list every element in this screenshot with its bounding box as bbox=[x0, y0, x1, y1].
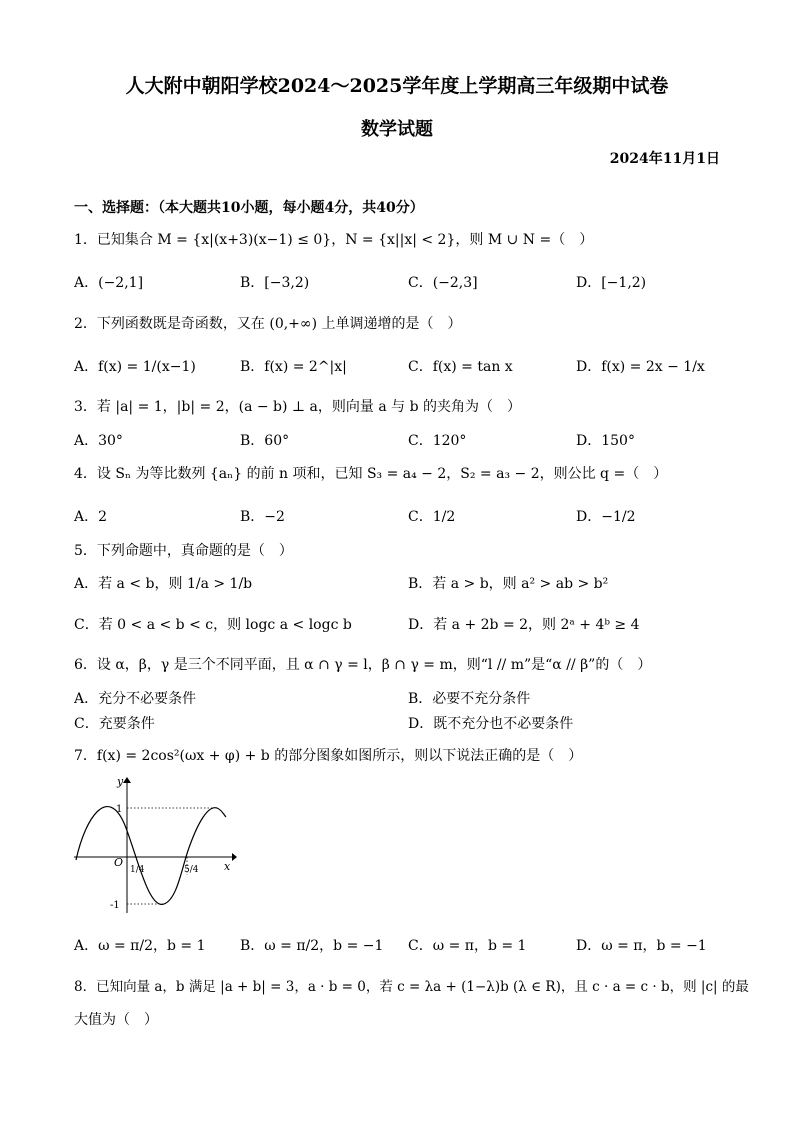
q4-option-c: C．1/2 bbox=[408, 509, 456, 525]
graph-x-tick-2: 5/4 bbox=[184, 865, 199, 875]
q2-option-c: C．f(x) = tan x bbox=[408, 359, 513, 375]
question-4-stem: 4．设 Sₙ 为等比数列 {aₙ} 的前 n 项和，已知 S₃ = a₄ − 2，S₂ = a₃ − 2，则公比 q =（ ） bbox=[74, 466, 668, 482]
q7-option-d: D．ω = π，b = −1 bbox=[576, 938, 707, 954]
q4-option-a: A．2 bbox=[74, 509, 108, 525]
question-1-stem: 1．已知集合 M = {x|(x+3)(x−1) ≤ 0}，N = {x||x| < 2}，则 M ∪ N =（ ） bbox=[74, 232, 594, 248]
q1-option-b: B．[−3,2) bbox=[240, 275, 310, 291]
q2-option-d: D．f(x) = 2x − 1/x bbox=[576, 359, 705, 375]
q7-function-graph bbox=[72, 775, 237, 915]
question-8-stem: 8．已知向量 a，b 满足 |a + b| = 3，a · b = 0，若 c = λa + (1−λ)b (λ ∈ R)，且 c · a = c · b，则 |c| 的最 bbox=[74, 979, 749, 995]
q5-option-b: B．若 a > b，则 a² > ab > b² bbox=[408, 576, 609, 592]
exam-subtitle: 数学试题 bbox=[361, 119, 433, 140]
q3-option-c: C．120° bbox=[408, 433, 467, 449]
section-heading: 一、选择题：（本大题共10小题，每小题4分，共40分） bbox=[74, 200, 424, 216]
question-2-stem: 2．下列函数既是奇函数，又在 (0,+∞) 上单调递增的是（ ） bbox=[74, 316, 462, 332]
question-5-stem: 5．下列命题中，真命题的是（ ） bbox=[74, 543, 293, 559]
exam-date: 2024年11月1日 bbox=[609, 151, 720, 167]
q2-option-b: B．f(x) = 2^|x| bbox=[240, 359, 347, 375]
q6-option-d: D．既不充分也不必要条件 bbox=[408, 716, 574, 732]
q1-option-c: C．(−2,3] bbox=[408, 275, 478, 291]
exam-title: 人大附中朝阳学校2024～2025学年度上学期高三年级期中试卷 bbox=[125, 75, 669, 97]
q3-option-a: A．30° bbox=[74, 433, 123, 449]
graph-y-bottom-label: -1 bbox=[110, 900, 120, 911]
graph-origin-label: O bbox=[114, 856, 124, 869]
q2-option-a: A．f(x) = 1/(x−1) bbox=[74, 359, 196, 375]
q1-option-a: A．(−2,1] bbox=[74, 275, 144, 291]
q7-option-b: B．ω = π/2，b = −1 bbox=[240, 938, 384, 954]
graph-y-label: y bbox=[117, 775, 124, 788]
q4-option-d: D．−1/2 bbox=[576, 509, 636, 525]
q6-option-b: B．必要不充分条件 bbox=[408, 691, 531, 707]
q3-option-b: B．60° bbox=[240, 433, 290, 449]
q5-option-c: C．若 0 < a < b < c，则 logc a < logc b bbox=[74, 617, 352, 633]
question-6-stem: 6．设 α，β，γ 是三个不同平面，且 α ∩ γ = l，β ∩ γ = m，则“l // m”是“α // β”的（ ） bbox=[74, 657, 652, 673]
q3-option-d: D．150° bbox=[576, 433, 635, 449]
q6-option-a: A．充分不必要条件 bbox=[74, 691, 197, 707]
q7-option-a: A．ω = π/2，b = 1 bbox=[74, 938, 206, 954]
q5-option-d: D．若 a + 2b = 2，则 2ᵃ + 4ᵇ ≥ 4 bbox=[408, 617, 640, 633]
graph-y-top-label: 1 bbox=[116, 804, 123, 815]
q4-option-b: B．−2 bbox=[240, 509, 285, 525]
q1-option-d: D．[−1,2) bbox=[576, 275, 647, 291]
question-3-stem: 3．若 |a| = 1，|b| = 2，(a − b) ⊥ a，则向量 a 与 b 的夹角为（ ） bbox=[74, 399, 521, 415]
question-8-stem-continued: 大值为（ ） bbox=[74, 1012, 158, 1028]
graph-x-label: x bbox=[224, 860, 231, 873]
q5-option-a: A．若 a < b，则 1/a > 1/b bbox=[74, 576, 253, 592]
question-7-stem: 7．f(x) = 2cos²(ωx + φ) + b 的部分图象如图所示，则以下说法正确的是（ ） bbox=[74, 748, 583, 764]
q6-option-c: C．充要条件 bbox=[74, 716, 155, 732]
graph-x-tick-1: 1/4 bbox=[130, 865, 145, 875]
q7-option-c: C．ω = π，b = 1 bbox=[408, 938, 527, 954]
